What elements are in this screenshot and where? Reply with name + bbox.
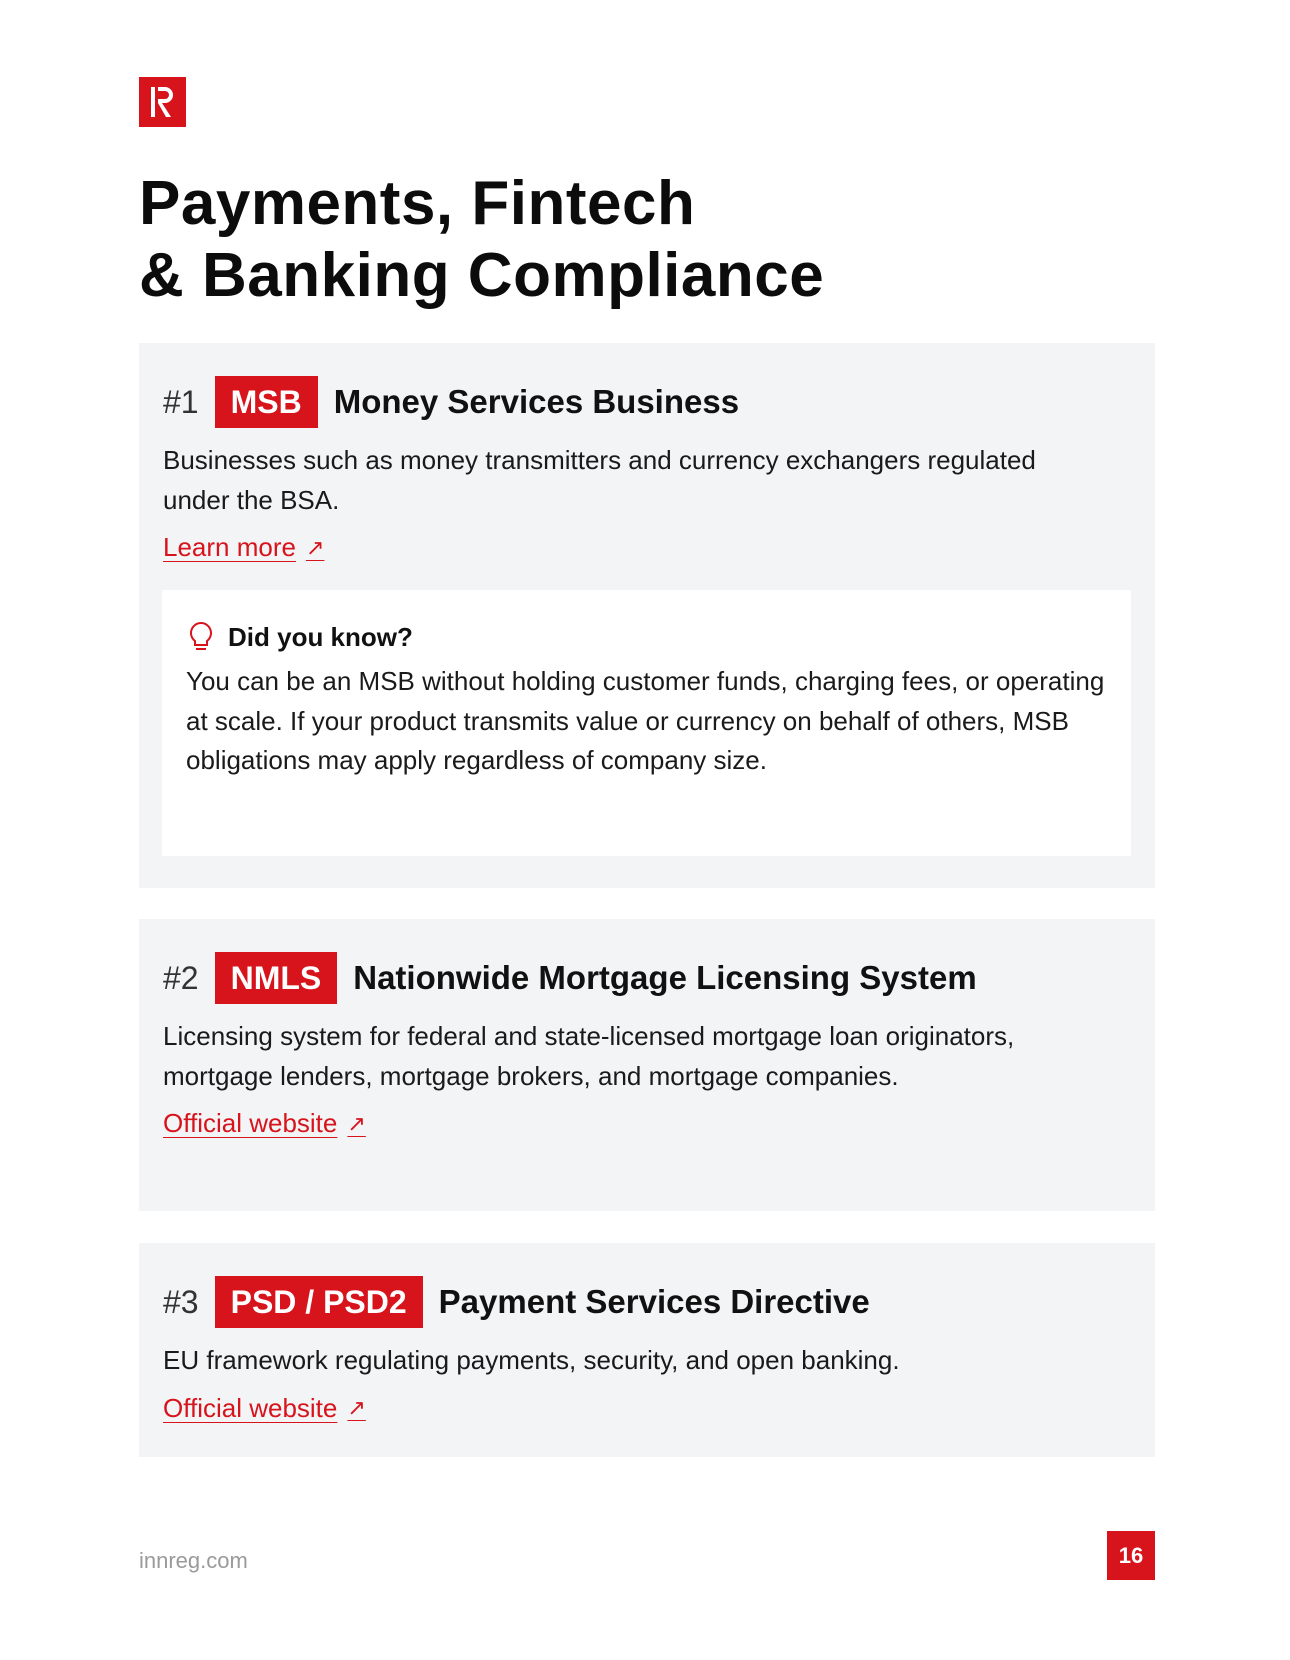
link-label: Learn more — [163, 532, 296, 562]
item-number: #3 — [163, 1283, 199, 1320]
item-description: Licensing system for federal and state-licensed mortgage loan originators, mortgage lenders, mortgage brokers, and mortgage companies. — [163, 1021, 1015, 1091]
footer-url: innreg.com — [139, 1548, 248, 1573]
item-title: Money Services Business — [333, 383, 740, 420]
item-description: EU framework regulating payments, security, and open banking. — [163, 1345, 900, 1375]
official-website-link[interactable] — [163, 1393, 366, 1424]
logo-r-icon — [148, 84, 178, 120]
item-header — [163, 1275, 1131, 1329]
did-you-know-callout — [162, 590, 1131, 856]
item-header — [163, 951, 1131, 1005]
arrow-up-right-icon: ↗ — [305, 534, 325, 560]
compliance-item-nmls — [139, 919, 1155, 1211]
arrow-up-right-icon: ↗ — [347, 1110, 366, 1136]
callout-heading: Did you know? — [228, 621, 413, 652]
item-description: Businesses such as money transmitters and currency exchangers regulated under the BSA. — [163, 445, 1036, 515]
compliance-item-psd — [139, 1243, 1155, 1457]
item-badge: PSD / PSD2 — [215, 1276, 423, 1328]
item-number: #1 — [163, 383, 199, 420]
link-label: Official website — [163, 1108, 338, 1138]
compliance-item-msb — [139, 343, 1155, 888]
official-website-link[interactable] — [163, 1108, 366, 1139]
item-title: Payment Services Directive — [438, 1283, 870, 1320]
lightbulb-icon — [186, 620, 216, 654]
item-badge: NMLS — [215, 952, 338, 1004]
page-title — [139, 168, 824, 312]
learn-more-link[interactable] — [163, 532, 324, 563]
brand-logo — [139, 77, 186, 127]
item-number: #2 — [163, 959, 199, 996]
item-title: Nationwide Mortgage Licensing System — [353, 959, 977, 996]
item-header — [163, 375, 1131, 429]
link-label: Official website — [163, 1392, 338, 1423]
item-badge: MSB — [215, 376, 318, 428]
arrow-up-right-icon: ↗ — [347, 1395, 366, 1420]
callout-text: You can be an MSB without holding customer funds, charging fees, or operating at scale. If your product transmits value or currency on behalf of others, MSB obligations may apply regardless of company size. — [186, 666, 1105, 775]
page-number: 16 — [1107, 1531, 1155, 1580]
title-line-1: Payments, Fintech — [139, 169, 696, 238]
title-line-2: & Banking Compliance — [139, 241, 825, 310]
